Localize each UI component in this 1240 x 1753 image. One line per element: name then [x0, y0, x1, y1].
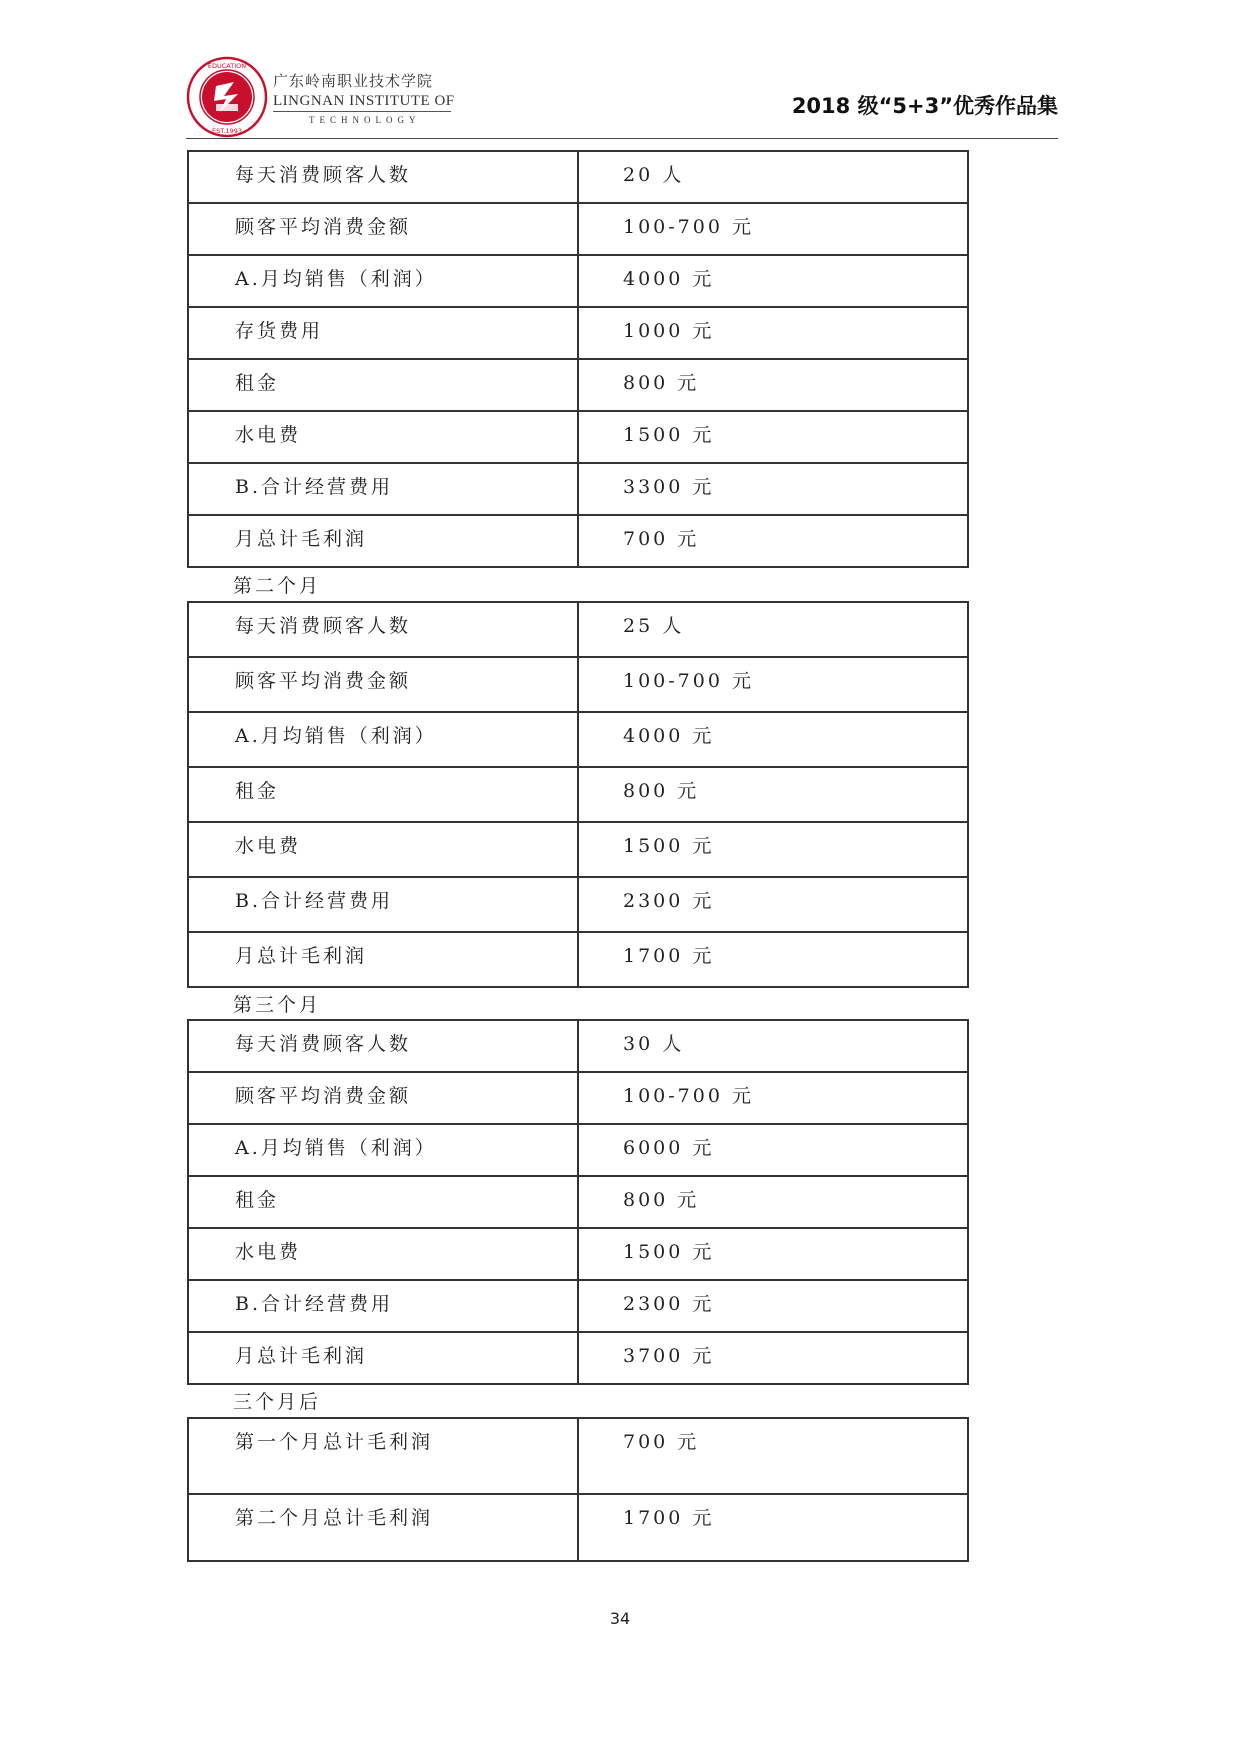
table-row	[188, 932, 968, 987]
row-label: 第二个月总计毛利润	[188, 1494, 578, 1561]
row-value: 1700 元	[578, 1494, 968, 1561]
table-row	[188, 307, 968, 359]
row-label: 租金	[188, 767, 578, 822]
table-row	[188, 515, 968, 567]
table-row	[188, 1494, 968, 1561]
svg-text:EST.1993: EST.1993	[211, 127, 243, 135]
month2-table	[187, 601, 969, 988]
table-row	[188, 822, 968, 877]
row-label: 月总计毛利润	[188, 932, 578, 987]
table-row	[188, 1176, 968, 1228]
row-value: 1700 元	[578, 932, 968, 987]
table-row	[188, 1124, 968, 1176]
row-value: 2300 元	[578, 1280, 968, 1332]
row-value: 6000 元	[578, 1124, 968, 1176]
row-label: 水电费	[188, 1228, 578, 1280]
row-label: 顾客平均消费金额	[188, 1072, 578, 1124]
row-label: B.合计经营费用	[188, 463, 578, 515]
row-label: 水电费	[188, 411, 578, 463]
collection-title: 2018 级“5+3”优秀作品集	[791, 94, 1058, 118]
row-value: 20 人	[578, 151, 968, 203]
row-value: 3300 元	[578, 463, 968, 515]
row-label: 第一个月总计毛利润	[188, 1418, 578, 1494]
header-divider	[186, 138, 1058, 139]
row-label: 月总计毛利润	[188, 515, 578, 567]
row-value: 100-700 元	[578, 203, 968, 255]
table-row	[188, 602, 968, 657]
table-row	[188, 463, 968, 515]
table-row	[188, 877, 968, 932]
table-row	[188, 1280, 968, 1332]
institute-name-en: LINGNAN INSTITUTE OF	[273, 93, 455, 109]
row-value: 2300 元	[578, 877, 968, 932]
table-row	[188, 767, 968, 822]
row-value: 800 元	[578, 359, 968, 411]
row-label: 每天消费顾客人数	[188, 151, 578, 203]
month3-table	[187, 1019, 969, 1385]
row-label: 月总计毛利润	[188, 1332, 578, 1384]
row-value: 4000 元	[578, 712, 968, 767]
row-label: B.合计经营费用	[188, 1280, 578, 1332]
row-label: B.合计经营费用	[188, 877, 578, 932]
row-value: 800 元	[578, 767, 968, 822]
row-value: 700 元	[578, 1418, 968, 1494]
table-row	[188, 1072, 968, 1124]
row-label: 水电费	[188, 822, 578, 877]
row-value: 30 人	[578, 1020, 968, 1072]
table-row	[188, 1020, 968, 1072]
month1-table	[187, 150, 969, 568]
table-row	[188, 1228, 968, 1280]
summary-table	[187, 1417, 969, 1562]
row-value: 4000 元	[578, 255, 968, 307]
row-label: A.月均销售（利润）	[188, 712, 578, 767]
row-value: 1500 元	[578, 411, 968, 463]
row-label: 每天消费顾客人数	[188, 602, 578, 657]
row-value: 1000 元	[578, 307, 968, 359]
row-value: 3700 元	[578, 1332, 968, 1384]
row-value: 1500 元	[578, 1228, 968, 1280]
section-title-month3: 第三个月	[233, 994, 322, 1016]
row-label: 存货费用	[188, 307, 578, 359]
table-row	[188, 411, 968, 463]
table-row	[188, 255, 968, 307]
table-row	[188, 1418, 968, 1494]
institute-name	[273, 70, 455, 125]
row-label: 租金	[188, 1176, 578, 1228]
row-label: 顾客平均消费金额	[188, 657, 578, 712]
row-label: 租金	[188, 359, 578, 411]
table-row	[188, 359, 968, 411]
institute-logo	[186, 56, 268, 138]
table-row	[188, 203, 968, 255]
institute-name-rule	[273, 111, 451, 112]
institute-name-en-sub: TECHNOLOGY	[309, 115, 421, 125]
page-number: 34	[609, 1609, 631, 1628]
row-label: 每天消费顾客人数	[188, 1020, 578, 1072]
row-label: A.月均销售（利润）	[188, 255, 578, 307]
row-value: 800 元	[578, 1176, 968, 1228]
institute-name-cn: 广东岭南职业技术学院	[273, 72, 434, 90]
row-value: 25 人	[578, 602, 968, 657]
row-value: 100-700 元	[578, 657, 968, 712]
row-value: 100-700 元	[578, 1072, 968, 1124]
row-label: A.月均销售（利润）	[188, 1124, 578, 1176]
row-value: 1500 元	[578, 822, 968, 877]
table-row	[188, 712, 968, 767]
row-label: 顾客平均消费金额	[188, 203, 578, 255]
table-row	[188, 151, 968, 203]
svg-text:EDUCATION: EDUCATION	[207, 62, 247, 70]
section-title-month2: 第二个月	[233, 575, 322, 597]
section-title-after: 三个月后	[233, 1391, 322, 1413]
table-row	[188, 1332, 968, 1384]
row-value: 700 元	[578, 515, 968, 567]
table-row	[188, 657, 968, 712]
